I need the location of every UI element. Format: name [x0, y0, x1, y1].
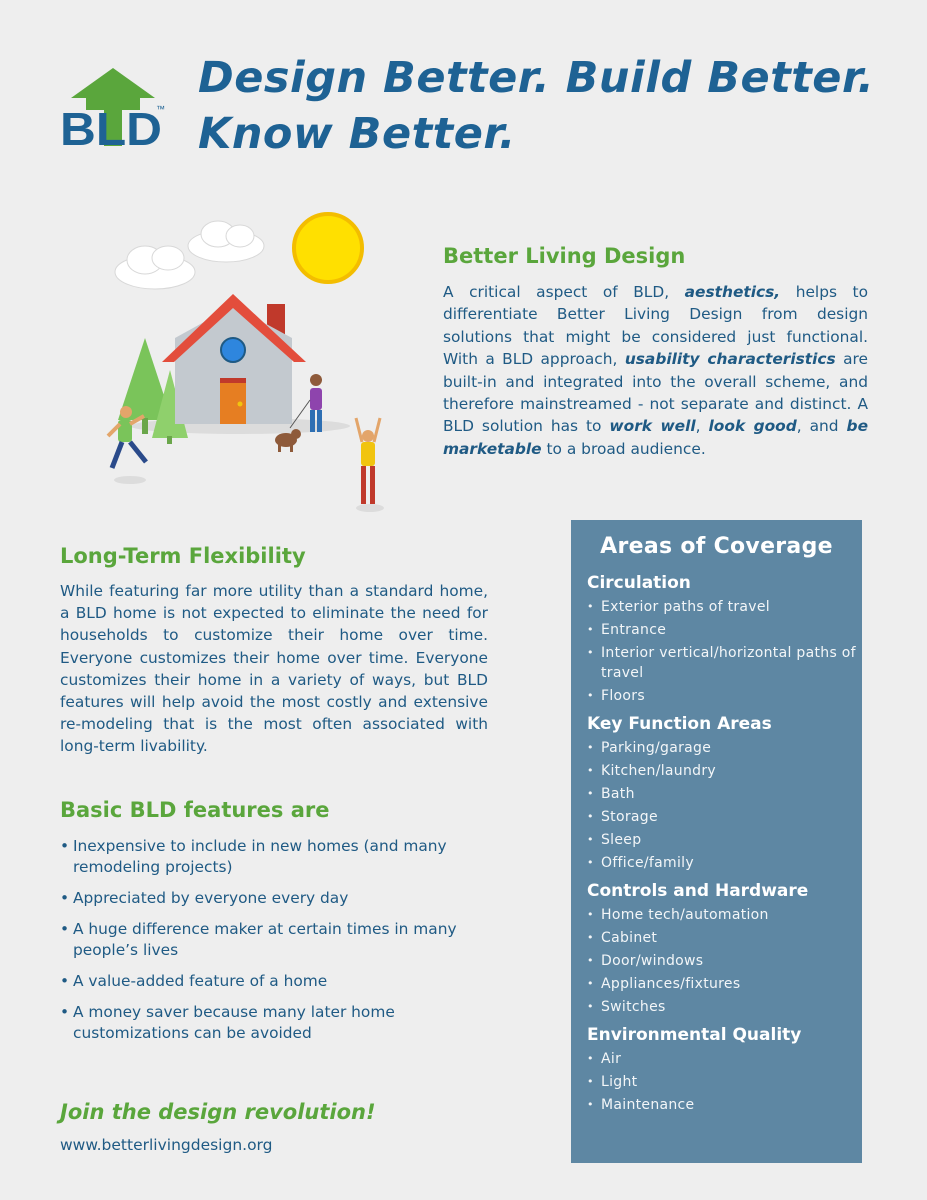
list-item: • Appliances/fixtures — [587, 974, 862, 994]
bld-text-1: A critical aspect of BLD, — [443, 283, 685, 301]
coverage-title: Areas of Coverage — [600, 534, 833, 559]
coverage-heading-circulation: Circulation — [587, 573, 691, 593]
headline-line-2: Know Better. — [198, 109, 516, 159]
list-item: • Inexpensive to include in new homes (and many remodeling projects) — [60, 836, 500, 878]
list-item: • Switches — [587, 997, 862, 1017]
list-item: • Entrance — [587, 620, 862, 640]
list-item: • Sleep — [587, 830, 862, 850]
coverage-heading-key-function-areas: Key Function Areas — [587, 714, 772, 734]
better-living-design-title: Better Living Design — [443, 244, 686, 268]
logo-text: BLD — [60, 103, 162, 146]
bld-text-5: , and — [796, 417, 847, 436]
logo-trademark: ™ — [156, 104, 165, 114]
call-to-action: Join the design revolution! — [60, 1100, 376, 1124]
list-item: • Parking/garage — [587, 738, 862, 758]
areas-of-coverage-panel — [571, 520, 862, 1163]
bld-emphasis-look-good: look good — [708, 417, 797, 436]
bld-emphasis-marketable: be marketable — [443, 417, 869, 458]
bld-emphasis-work-well: work well — [609, 417, 696, 436]
list-item: • Interior vertical/horizontal paths of travel — [587, 643, 862, 683]
coverage-heading-controls-hardware: Controls and Hardware — [587, 881, 809, 901]
list-item: • Kitchen/laundry — [587, 761, 862, 781]
list-item: • Maintenance — [587, 1095, 862, 1115]
list-item: • Storage — [587, 807, 862, 827]
coverage-list-controls-hardware — [587, 905, 862, 1017]
better-living-design-paragraph — [443, 281, 868, 460]
bld-text-3: are built-in and integrated into the overall scheme, and therefore mainstreamed - not separate and distinct. A BLD solution has to — [443, 350, 868, 436]
coverage-list-circulation — [587, 597, 862, 706]
bld-logo — [60, 66, 166, 146]
bld-emphasis-aesthetics: aesthetics, — [684, 283, 781, 301]
list-item: • A value-added feature of a home — [60, 971, 500, 992]
list-item: • Cabinet — [587, 928, 862, 948]
basic-features-title: Basic BLD features are — [60, 798, 330, 822]
basic-features-list — [60, 836, 500, 1054]
coverage-list-key-function-areas — [587, 738, 862, 873]
coverage-list-environmental-quality — [587, 1049, 862, 1115]
headline-line-1: Design Better. Build Better. — [198, 53, 875, 103]
house-illustration — [100, 210, 400, 520]
list-item: • Home tech/automation — [587, 905, 862, 925]
list-item: • Door/windows — [587, 951, 862, 971]
list-item: • Light — [587, 1072, 862, 1092]
website-link[interactable]: www.betterlivingdesign.org — [60, 1136, 273, 1154]
bld-text-2: helps to differentiate Better Living Design from design solutions that might be considered just functional. With a BLD approach, — [443, 283, 868, 369]
list-item: • Appreciated by everyone every day — [60, 888, 500, 909]
list-item: • Office/family — [587, 853, 862, 873]
headline — [198, 50, 874, 162]
bld-emphasis-usability: usability characteristics — [624, 350, 836, 369]
list-item: • Air — [587, 1049, 862, 1069]
long-term-flexibility-paragraph: While featuring far more utility than a standard home, a BLD home is not expected to eliminate the need for households to customize their home over time. Everyone customizes their home over time. Everyone customizes their home in a variety of ways, but BLD features will help avoid the most costly and extensive re-modeling that is the most often associated with long-term livability. — [60, 582, 488, 756]
list-item: • Bath — [587, 784, 862, 804]
bld-text-6: to a broad audience. — [541, 439, 706, 458]
bld-text-4: , — [695, 417, 709, 436]
coverage-heading-environmental-quality: Environmental Quality — [587, 1025, 802, 1045]
list-item: • Exterior paths of travel — [587, 597, 862, 617]
list-item: • Floors — [587, 686, 862, 706]
long-term-flexibility-title: Long-Term Flexibility — [60, 544, 306, 568]
list-item: • A money saver because many later home customizations can be avoided — [60, 1002, 500, 1044]
list-item: • A huge difference maker at certain times in many people’s lives — [60, 919, 500, 961]
bld-logo-icon — [60, 66, 166, 146]
